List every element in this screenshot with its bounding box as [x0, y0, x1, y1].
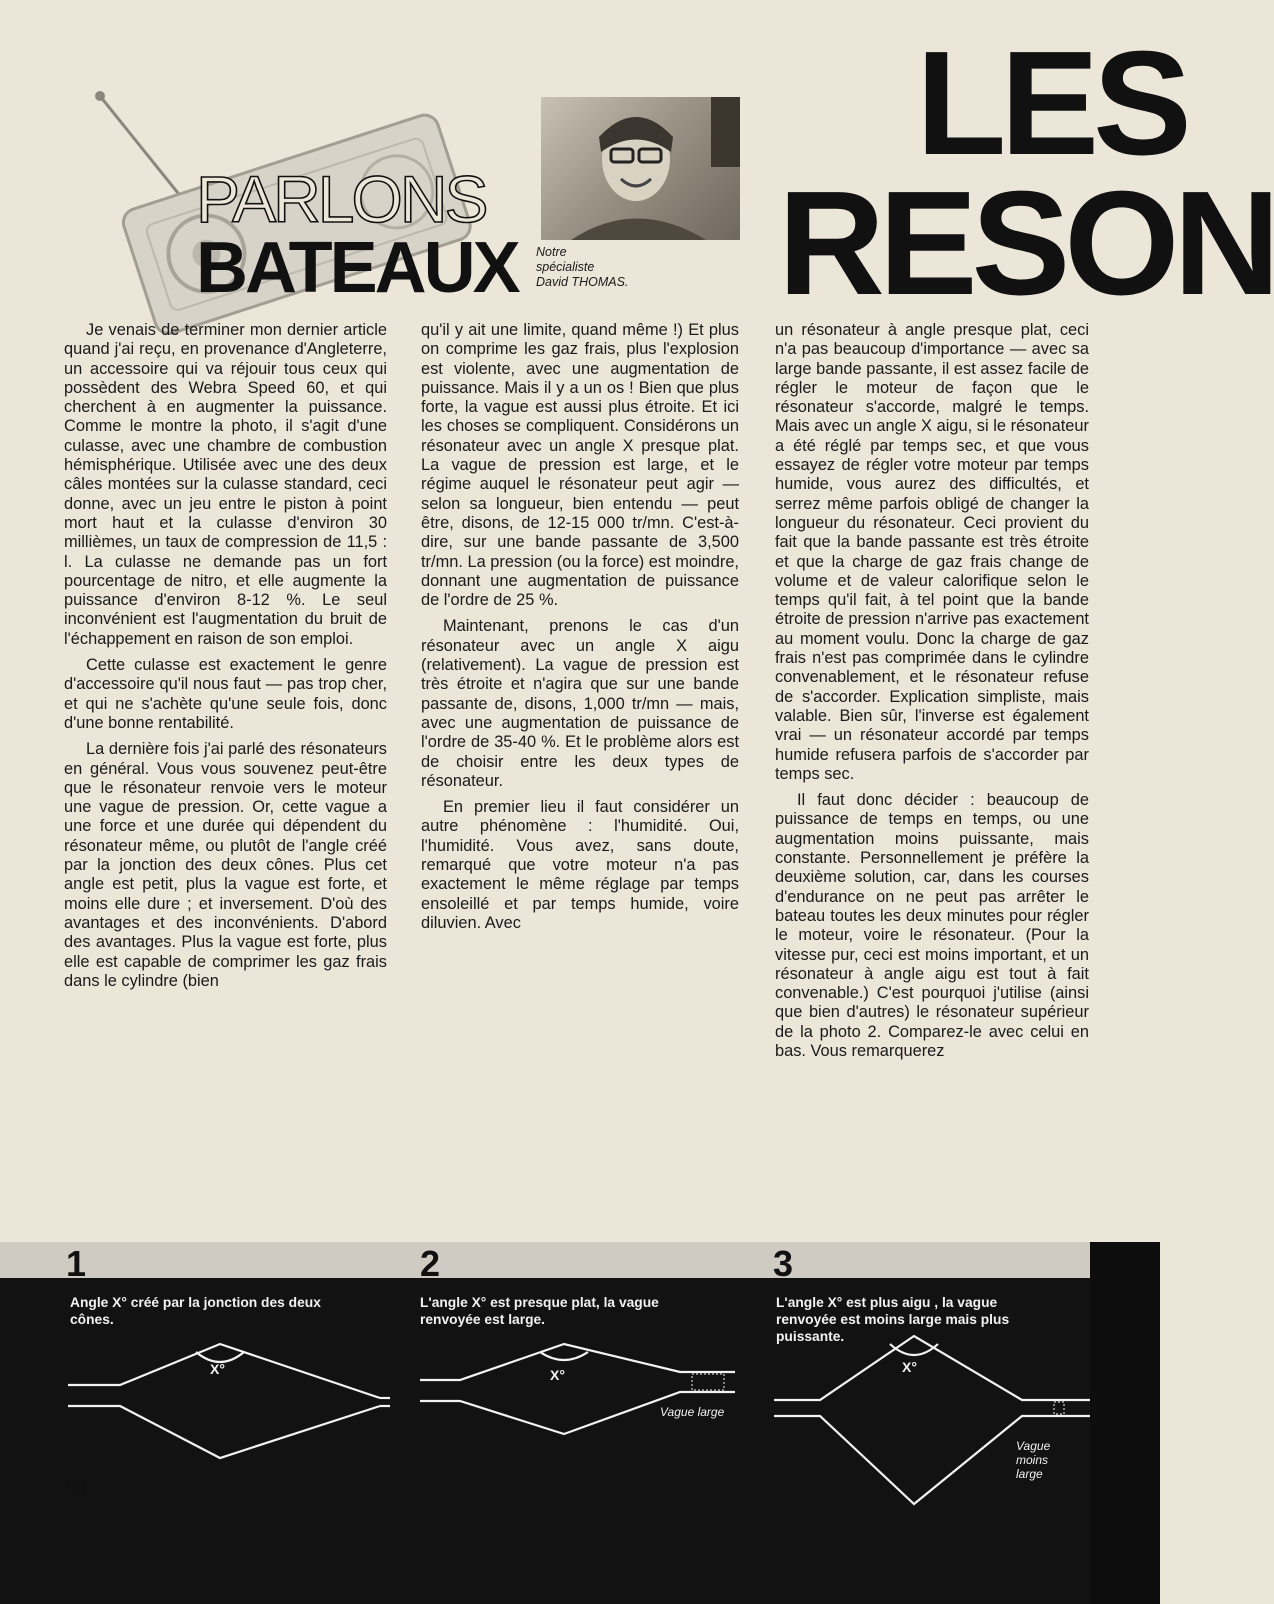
- figure-caption-2: L'angle X° est presque plat, la vague renvoyée est large.: [420, 1295, 659, 1327]
- paragraph: qu'il y ait une limite, quand même !) Et plus on comprime les gaz frais, plus l'explosion est violente, avec une augmentation de puissance. Mais il y a un os ! Bien que plus forte, la vague est aussi plus étroite. Et ici les choses se compliquent. Considérons un résonateur avec un angle X presque plat. La vague de pression est large, et le régime auquel le résonateur peut agir — selon sa longueur, bien entendu — peut être, disons, de 12-15 000 tr/mn. C'est-à-dire, sur une bande passante de 3,500 tr/mn. La pression (ou la force) est moindre, donnant une augmentation de puissance de l'ordre de 25 %.: [421, 321, 739, 610]
- paragraph: La dernière fois j'ai parlé des résonateurs en général. Vous vous souvenez peut-être que le résonateur renvoie vers le moteur une vague de pression. Or, cette vague a une force et une durée qui dépendent du résonateur même, ou plutôt de l'angle créé par la jonction des deux cônes. Plus cet angle est petit, plus la vague est forte, et moins elle dure ; et inversement. D'où des avantages et des inconvénients. D'abord des avantages. Plus la vague est forte, plus elle est capable de comprimer les gaz frais dans le cylindre (bien: [64, 740, 387, 990]
- headline-les: LES: [916, 21, 1186, 186]
- caption-line: David THOMAS.: [536, 275, 629, 289]
- photo-caption: [536, 245, 696, 290]
- figure-number-1: 1: [66, 1243, 87, 1284]
- wave-label: Vague large: [660, 1405, 725, 1419]
- article-column-3: [775, 321, 1089, 1068]
- paragraph: Je venais de terminer mon dernier article quand j'ai reçu, en provenance d'Angleterre, un accessoire qui va réjouir tous ceux qui possèdent des Webra Speed 60, et qui cherchent à en augmenter la puissance. Comme le montre la photo, il s'agit d'une culasse, avec une chambre de combustion hémisphérique. Utilisée avec une des deux câles montées sur la culasse standard, ceci donne, avec un jeu entre le piston à point mort haut et la culasse d'environ 30 millièmes, un taux de compression de 11,5 : l. La culasse ne demande pas un fort pourcentage de nitro, et elle augmente la puissance d'environ 8-12 %. Le seul inconvénient est l'augmentation du bruit de l'échappement en raison de son emploi.: [64, 321, 387, 648]
- paragraph: Maintenant, prenons le cas d'un résonateur avec un angle X aigu (relativement). La vague de pression est très étroite et n'agira que sur une bande passante de, disons, 1,000 tr/mn — mais, avec une augmentation de puissance de l'ordre de 35-40 %. Et le problème alors est de choisir entre les deux types de résonateur.: [421, 617, 739, 790]
- paragraph: Il faut donc décider : beaucoup de puissance de temps en temps, ou une augmentation moins puissante, mais constante. Personnellement je préfère la deuxième solution, car, dans les courses d'endurance on ne peut pas arrêter le bateau toutes les deux minutes pour régler le moteur, voire le résonateur. (Pour la vitesse pur, ceci est moins important, et un résonateur à angle aigu est tout à fait convenable.) C'est pourquoi j'utilise (ainsi que bien d'autres) le résonateur supérieur de la photo 2. Comparez-le avec celui en bas. Vous remarquerez: [775, 791, 1089, 1060]
- figure-number-band: [0, 1242, 1160, 1278]
- figure-caption-1: Angle X° créé par la jonction des deux cônes.: [70, 1295, 321, 1327]
- wave-label: Vague moins large: [1016, 1439, 1051, 1481]
- wave-hatch: [692, 1374, 724, 1390]
- resonator-diagram-1: [60, 1330, 400, 1465]
- section-title-parlons: PARLONS: [196, 162, 486, 236]
- figure-caption-3: L'angle X° est plus aigu , la vague renvoyée est moins large mais plus puissante.: [776, 1295, 1010, 1344]
- paragraph: un résonateur à angle presque plat, ceci n'a pas beaucoup d'importance — avec sa large bande passante, il est assez facile de régler le moteur de façon que le résonateur s'accorde, malgré le temps. Mais avec un angle X aigu, si le résonateur a été réglé par temps sec, et que vous essayez de régler votre moteur par temps humide, vous aurez des difficultés, et serrez même parfois obligé de changer la longueur du résonateur. Ceci provient du fait que la bande passante est très étroite et que la charge de gaz frais change de volume et de valeur calorifique selon le temps qu'il fait, à tel point que la bande étroite de pression n'arrive pas exactement au moment voulu. Donc la charge de gaz frais n'est pas comprimée dans le cylindre convenablement, et le résonateur refuse de s'accorder. Explication simpliste, mais valable. Bien sûr, l'inverse est également vrai — un résonateur accordé par temps humide refusera parfois de s'accorder par temps sec.: [775, 321, 1089, 783]
- resonator-diagram-2: [410, 1330, 750, 1440]
- author-photo: [541, 97, 740, 240]
- article-column-1: [64, 321, 387, 998]
- angle-label: X°: [550, 1367, 565, 1383]
- resonator-diagram-3: [770, 1330, 1100, 1510]
- angle-label: X°: [210, 1361, 225, 1377]
- right-edge-dark: [1090, 1242, 1160, 1604]
- paragraph: Cette culasse est exactement le genre d'accessoire qu'il nous faut — pas trop cher, et qui ne s'achète qu'une seule fois, donc d'une bonne rentabilité.: [64, 656, 387, 732]
- angle-label: X°: [902, 1359, 917, 1375]
- caption-line: spécialiste: [536, 260, 595, 274]
- paragraph: En premier lieu il faut considérer un autre phénomène : l'humidité. Oui, l'humidité. Vous avez, sans doute, remarqué que votre moteur n'a pas exactement le même réglage par temps ensoleillé et par temps humide, voire diluvien. Avec: [421, 798, 739, 932]
- wave-hatch: [1054, 1402, 1064, 1414]
- headline-reson: RESON: [778, 161, 1274, 326]
- page-number: 60: [66, 1478, 87, 1498]
- figure-number-2: 2: [420, 1243, 441, 1284]
- caption-line: Notre: [536, 245, 567, 259]
- figure-number-3: 3: [773, 1243, 794, 1284]
- article-column-2: [421, 321, 739, 940]
- section-title-bateaux: BATEAUX: [196, 228, 518, 308]
